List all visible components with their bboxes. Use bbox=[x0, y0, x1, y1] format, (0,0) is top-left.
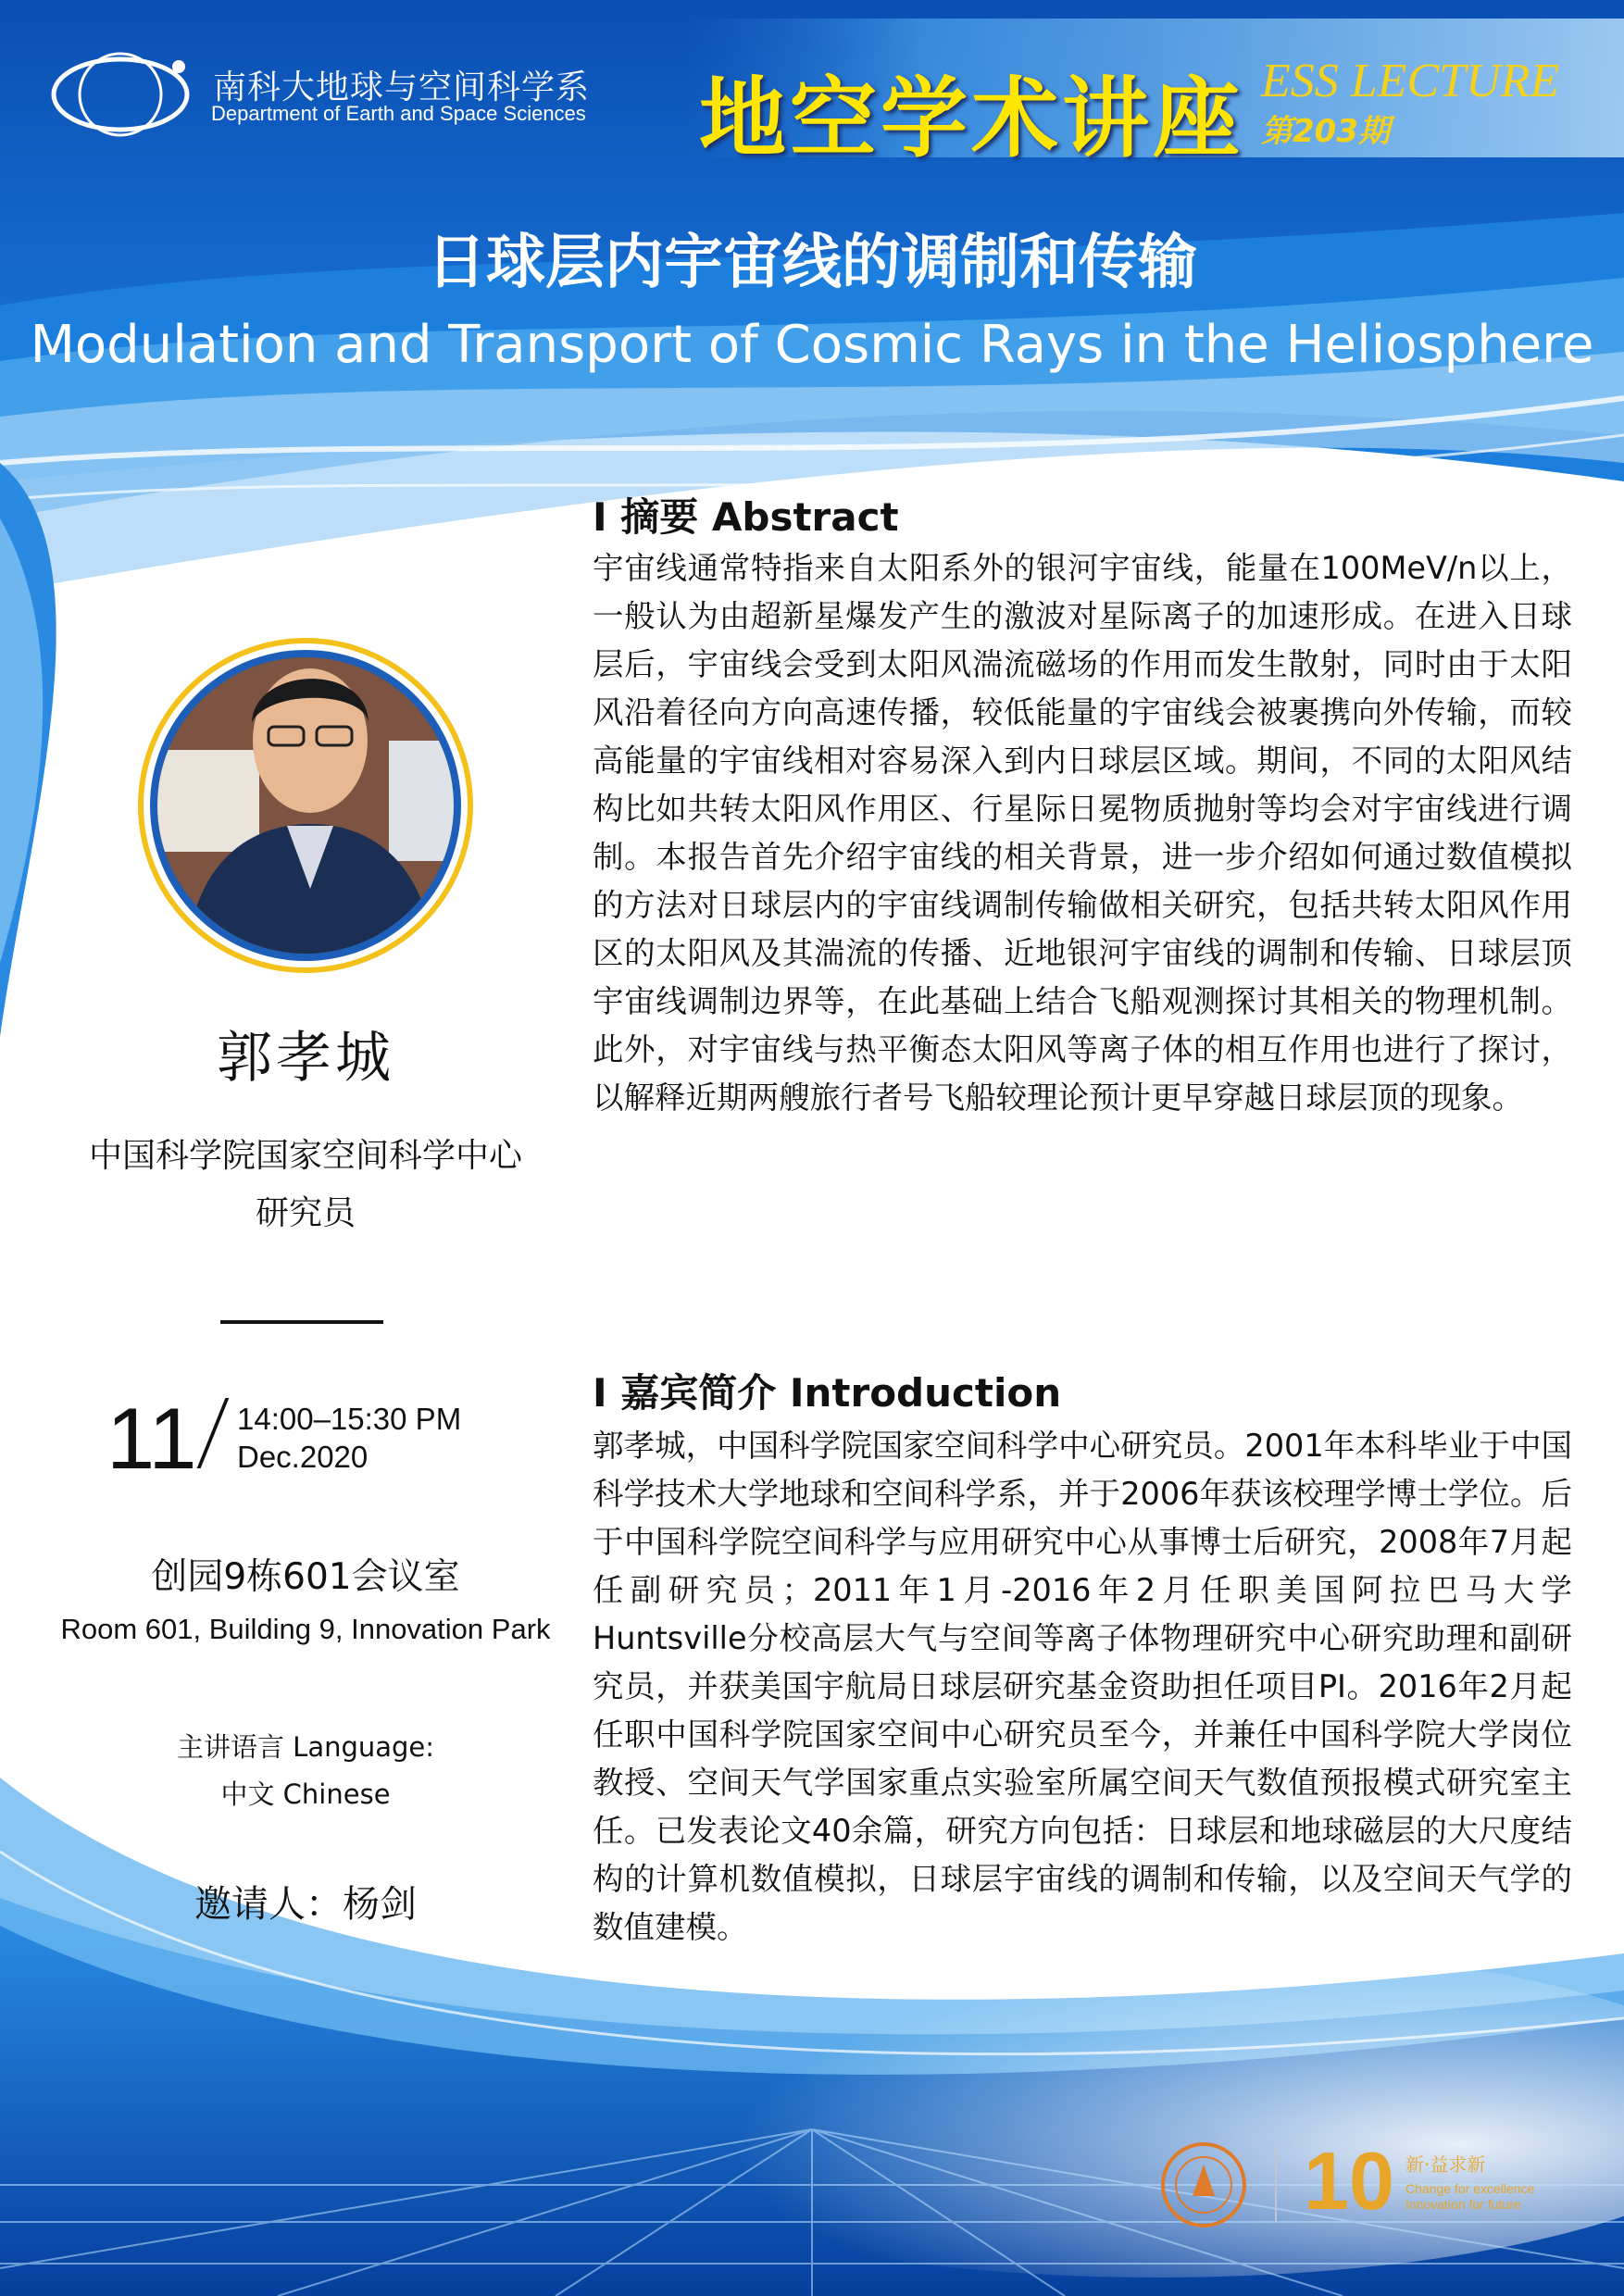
language-value: 中文 Chinese bbox=[220, 1778, 391, 1810]
introduction-heading: I 嘉宾简介 Introduction bbox=[593, 1370, 1062, 1416]
language-block bbox=[19, 1724, 593, 1818]
university-seal-icon bbox=[1163, 2144, 1244, 2226]
divider bbox=[220, 1320, 383, 1324]
event-time: 14:00–15:30 PM bbox=[237, 1402, 462, 1436]
talk-title-cn: 日球层内宇宙线的调制和传输 bbox=[427, 229, 1197, 297]
issue-number: 第203期 bbox=[1261, 113, 1390, 150]
slogan-en bbox=[1405, 2181, 1534, 2213]
speaker-affiliation bbox=[19, 1128, 593, 1242]
affiliation-text: 中国科学院国家空间科学中心 bbox=[88, 1137, 522, 1175]
event-time-block bbox=[237, 1400, 461, 1476]
lecture-series-en: ESS LECTURE bbox=[1261, 55, 1560, 107]
event-month-year: Dec.2020 bbox=[237, 1440, 369, 1474]
inviter: 邀请人：杨剑 bbox=[194, 1883, 417, 1926]
language-label: 主讲语言 Language: bbox=[176, 1731, 435, 1763]
department-name-cn: 南科大地球与空间科学系 bbox=[213, 69, 591, 106]
slogan-cn: 新·益求新 bbox=[1405, 2153, 1486, 2176]
abstract-heading: I 摘要 Abstract bbox=[593, 494, 899, 540]
lecture-series-title: 地空学术讲座 bbox=[699, 68, 1244, 169]
speaker-name: 郭孝城 bbox=[217, 1026, 394, 1091]
anniversary-logo: 10 bbox=[1304, 2135, 1394, 2227]
department-name-en: Department of Earth and Space Sciences bbox=[211, 102, 586, 125]
introduction-text: 郭孝城，中国科学院国家空间科学中心研究员。2001年本科毕业于中国科学技术大学地球和空间科学系，并于2006年获该校理学博士学位。后于中国科学院空间科学与应用研究中心从事博士后研究，2008年7月起任副研究员；2011年1月-2016年2月任职美国阿拉巴马大学Huntsville分校高层大气与空间等离子体物理研究中心研究助理和副研究员，并获美国宇航局日球层研究基金资助担任项目PI。2016年2月起任职中国科学院国家空间中心研究员至今，并兼任中国科学院大学岗位教授、空间天气学国家重点实验室所属空间天气数值预报模式研究室主任。已发表论文40余篇，研究方向包括：日球层和地球磁层的大尺度结构的计算机数值模拟，日球层宇宙线的调制和传输，以及空间天气学的数值建模。 bbox=[593, 1428, 1572, 1945]
talk-title-en: Modulation and Transport of Cosmic Rays in the Heliosphere bbox=[30, 315, 1594, 375]
slogan-en-line-1: Change for excellence bbox=[1405, 2181, 1535, 2196]
slogan-en-line-2: Innovation for future bbox=[1405, 2197, 1521, 2212]
abstract-text: 宇宙线通常特指来自太阳系外的银河宇宙线，能量在100MeV/n以上，一般认为由超新星爆发产生的激波对星际离子的加速形成。在进入日球层后，宇宙线会受到太阳风湍流磁场的作用而发生散射，同时由于太阳风沿着径向方向高速传播，较低能量的宇宙线会被裹携向外传输，而较高能量的宇宙线相对容易深入到内日球层区域。期间，不同的太阳风结构比如共转太阳风作用区、行星际日冕物质抛射等均会对宇宙线进行调制。本报告首先介绍宇宙线的相关背景，进一步介绍如何通过数值模拟的方法对日球层内的宇宙线调制传输做相关研究，包括共转太阳风作用区的太阳风及其湍流的传播、近地银河宇宙线的调制和传输、日球层顶宇宙线调制边界等，在此基础上结合飞船观测探讨其相关的物理机制。此外，对宇宙线与热平衡态太阳风等离子体的相互作用也进行了探讨，以解释近期两艘旅行者号飞船较理论预计更早穿越日球层顶的现象。 bbox=[593, 550, 1572, 1116]
speaker-photo bbox=[148, 648, 463, 963]
venue-cn: 创园9栋601会议室 bbox=[151, 1556, 460, 1598]
event-day: 11 bbox=[106, 1390, 197, 1487]
venue-en: Room 601, Building 9, Innovation Park bbox=[60, 1613, 551, 1645]
speaker-position: 研究员 bbox=[255, 1194, 356, 1232]
